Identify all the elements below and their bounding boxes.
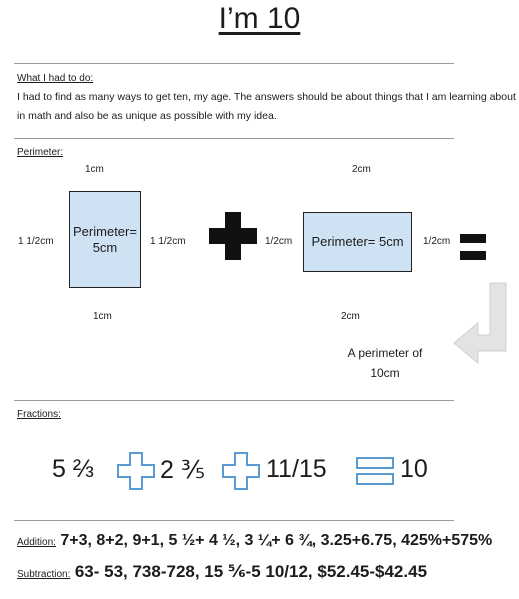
outlined-equals-icon xyxy=(356,456,394,486)
intro-heading: What I had to do: xyxy=(17,73,94,84)
perimeter-result-line2: 10cm xyxy=(370,366,400,380)
shape1-right-label: 1 1/2cm xyxy=(150,236,186,247)
shape1-rectangle xyxy=(69,191,141,288)
outlined-plus-icon xyxy=(222,452,260,490)
equals-icon xyxy=(460,232,486,262)
fractions-heading: Fractions: xyxy=(17,409,61,420)
subtraction-label: Subtraction: xyxy=(17,569,71,580)
plus-icon xyxy=(209,212,257,260)
perimeter-result-line1: A perimeter of xyxy=(347,346,423,360)
shape1-label-line1: Perimeter= xyxy=(73,223,137,239)
fraction-result: 10 xyxy=(400,455,428,483)
divider xyxy=(14,520,454,521)
perimeter-heading: Perimeter: xyxy=(17,147,64,158)
divider xyxy=(14,138,454,139)
shape1-top-label: 1cm xyxy=(85,164,104,175)
shape2-left-label: 1/2cm xyxy=(265,236,293,247)
shape2-bottom-label: 2cm xyxy=(341,311,360,322)
fraction-term-3: 11/15 xyxy=(266,455,327,483)
shape2-label: Perimeter= 5cm xyxy=(311,234,404,249)
outlined-plus-icon xyxy=(117,452,155,490)
page-title: I’m 10 xyxy=(218,2,301,35)
divider xyxy=(14,63,454,64)
subtraction-expressions: 63- 53, 738-728, 15 ⅚-5 10/12, $52.45-$42.45 xyxy=(74,562,428,581)
shape2-right-label: 1/2cm xyxy=(423,236,451,247)
shape2-rectangle xyxy=(303,212,412,272)
fraction-term-1: 5 ⅔ xyxy=(52,455,94,483)
intro-line-1: I had to find as many ways to get ten, my age. The answers should be about things that I am learning about xyxy=(17,91,516,103)
intro-line-2: in math and also be as unique as possible with my idea. xyxy=(17,110,277,122)
shape2-top-label: 2cm xyxy=(352,164,371,175)
addition-expressions: 7+3, 8+2, 9+1, 5 ½+ 4 ½, 3 ¼+ 6 ¾, 3.25+6.75, 425%+575% xyxy=(60,532,493,549)
return-arrow-icon xyxy=(450,281,514,365)
shape1-bottom-label: 1cm xyxy=(93,311,112,322)
shape1-left-label: 1 1/2cm xyxy=(18,236,54,247)
fraction-term-2: 2 ⅗ xyxy=(160,456,206,484)
shape1-label-line2: 5cm xyxy=(92,239,118,255)
addition-label: Addition: xyxy=(17,537,56,548)
divider xyxy=(14,400,454,401)
